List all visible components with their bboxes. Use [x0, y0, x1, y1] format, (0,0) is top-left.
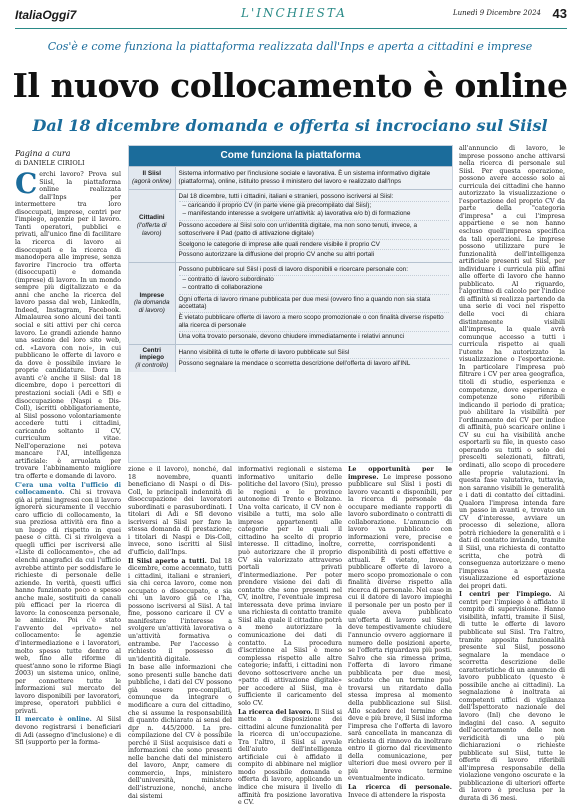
- column-5: [459, 145, 565, 803]
- issue-date: Lunedì 9 Dicembre 2024: [453, 9, 541, 17]
- column-4: [348, 466, 452, 799]
- dropcap: C: [15, 167, 38, 201]
- row-content: Possono pubblicare sul Siisl i posti di lavoro disponibili e ricercare personale con: – contratto di lavoro subordinato – contratto di collaborazione Ogni offerta di lavoro rimane pubblicata per due mesi (ovvero fino a quando non sia stata accettata) È vietato pubblicare offerte di lavoro a mero scopo promozionale o con finalità diverse rispetto alla ricerca di personale Una volta trovato personale, devono chiudere immediatamente i relativi annunci: [175, 263, 452, 344]
- row-label: Centri impiego (il controllo): [129, 344, 175, 372]
- row-content: Dal 18 dicembre, tutti i cittadini, italiani e stranieri, possono iscriversi al Siisl: – caricando il proprio CV (in parte viene già precompilato dal Siisl); – manifestando interesse a svolgere un'attività: a) lavorativa e/o b) di formazione Possono accedere al Siisl solo con un'identità digitale, ma non sono tenuti, invece, a sottoscrivere il Pad (patto di attivazione digitale) Scelgono le categorie di imprese alle quali rendere visibile il proprio CV Possono autorizzare la diffusione del proprio CV anche su altri portali: [175, 189, 452, 263]
- table-row: [129, 189, 452, 263]
- newspaper-logo: ItaliaOggi7: [15, 8, 77, 22]
- column-1: [15, 149, 121, 747]
- paragraph: C'era una volta l'ufficio di collocamento. Chi si trovava già ai primi ingressi con il lavoro ignorerà sicuramente il vecchio caro ufficio di collocamento, la sua preziosa attività era fino a un luogo di rispetto in quei paese o città. Ci si rivolgeva a quegli uffici per iscriversi alle «Liste di collocamento», che ad elenchi anagrafici da cui l'ufficio avrebbe attinto per soddisfare le richieste di personale delle aziende. In verità, questi uffici hanno funzionato poco e spesso anche male, sostituiti da canali più efficaci per la ricerca di lavoro: la conoscenza personale, le amicizie. Poi c'è stato l'avvento del «privato» nel collocamento: le agenzie d'intermediazione e i lavoratori, molto spesso tutte dentro al web, fino alle riforme di quest'anno sono le riforme Biagi 2003) un sistema unico, online, per connettere tutte le informazioni sul mercato del lavoro disponibili per lavoratori, imprese, operatori pubblici e privati.: [15, 481, 121, 715]
- header-rule: [15, 28, 567, 29]
- paragraph: informativi regionali e sistema informativo unitario delle politiche del lavoro (Siu), presso le regioni e le province autonome di Trento e Bolzano. Una volta caricato, il CV non è visibile a tutti, ma solo alle imprese appartenenti alle categorie per le quali il cittadino ha scelto di proprio interesse. Il cittadino, inoltre, può autorizzare che il proprio CV sia valorizzato attraverso portali privati d'intermediazione. Per poter prendere visione dei dati di contatto che sono presenti nel CV, inoltre, l'eventuale impresa interessata deve prima inviare una richiesta di contatto tramite Siisl alla quale il cittadino potrà a meno autorizzare la comunicazione dei dati di contatto. La procedura d'iscrizione al Siisl è meno complessa rispetto alle altre categorie; infatti, i cittadini non devono sottoscrivere anche un «patto di attivazione digitale» per accedere al Siisl, ma è sufficiente il caricamento del solo CV.: [238, 466, 342, 707]
- paragraph: all'annuncio di lavoro, le imprese possono anche attivarsi nella ricerca di personale sul Siisl. Per questa operazione, possono avere accesso solo ai curricula dei cittadini che hanno autorizzato la visualizzazione o l'esportazione del proprio CV da parte della "categoria d'impresa" a cui l'impresa appartiene e se non hanno escluso quell'impresa specifica da tali operazioni. Le imprese possono utilizzare pure le funzionalità dell'intelligenza artificiale presenti sul Siisl, per individuare i curricula più affini alle offerte di lavoro che hanno pubblicato. Al riguardo, l'algoritmo di calcolo per l'indice di affinità si realizza partendo da una serie di voci nel rispetto delle voci di chiara distintamente visibili all'impresa, la quale avrà comunque accesso a tutti i curricula rispetto ai quali l'utente ha autorizzato la visualizzazione o l'esportazione. In particolare l'impresa può filtrare i CV per area geografica, titoli di studio, esperienza e competenze, dove esperienza e competenze sono riferibili indicando il periodo di pratica; può abilitare la visibilità per l'ordinamento dei CV per indice di affinità, può scaricare online i CV su cui ha visibilità anche esportarli su file, in questo caso operando su tutti o solo dei prescelti selezionati, filtrati, ordinati, allo scopo di procedere alle proprie valutazioni. In questa fase valutativa, tuttavia, non saranno visibili le generalità e i dati di contatto dei cittadini. Qualora l'impresa intenda fare un passo in avanti e, trovato un CV d'interesse, avviare un processo di selezione, allora potrà richiedere la generalità e i dati di contatto inviando, tramite il Siisl, una richiesta di contatto scritta, che potrà di conseguenza autorizzare o meno l'impresa a questa visualizzazione ed esportazione dei propri dati.: [459, 145, 565, 590]
- table-row: [129, 344, 452, 372]
- paragraph: In base alle informazioni che sono presenti sulle banche dati pubbliche, i dati del CV possono già essere pre-compilati, comunque da integrare o modificare a cura del cittadino, che si assume la responsabilità di quanto dichiarato ai sensi del dpr n. 445/2000. La pre-compilazione del CV è possibile perché il Siisl acquisisce dati e informazioni che sono presenti nelle banche dati del ministero del lavoro, Anpr, camere di commercio, Inps, ministero dell'università, ministero dell'istruzione, nonché, anche dai sistemi: [128, 664, 232, 800]
- paragraph: Cerchi lavoro? Prova sul Siisl, la piattaforma online realizzata dall'Inps per intermettere tra loro disoccupati, imprese, centri per l'impiego, agenzie per il lavoro. Tanti operatori, pubblici e privati, all'unico fine di facilitare la ricerca di lavoro ai disoccupati e la ricerca di manodopera alle imprese, senza favorire l'incrocio tra offerta (disoccupati) e domanda (imprese) di lavoro. In un mondo sempre più digitalizzato e da anni che anche la ricerca del lavoro passa dal web, LinkedIn, Indeed, Instagram, Facebook. Almalaurea sono alcuni dei tanti social e siti attivi per chi cerca lavoro. Le grandi aziende hanno una sezione del loro sito web, cd. «Lavora con noi», in cui pubblicano le offerte di lavoro e da dove è possibile inviare le proprie candidature. Dora in avanti c'è anche il Siisl: dal 18 dicembre, dopo i percettori di prestazioni sociali (Adi e Sfl) e disoccupazione (Naspi e Dis-Coll), iscritti obbligatoriamente, al Siisl possono volontariamente accedere tutti i cittadini, caricando soltanto il CV, curriculum vitae. Nell'operazione nei poteva mancare l'AI, intelligenza artificiale: è arruolata per trovare l'abbinamento migliore tra offerte e domande di lavoro.: [15, 167, 121, 480]
- row-label: Cittadini (l'offerta di lavoro): [129, 189, 175, 263]
- paragraph: La ricerca del lavoro. Il Siisl si mette a disposizione dei cittadini alcune funzionalità per la ricerca di un'occupazione. Tra l'altro, il Siisl si avvale dell'aiuto dell'intelligenza artificiale cui è affidato il compito di abbinare nel miglior modo possibile domanda e offerta di lavoro, applicando un indice che misura il livello di affinità fra posizione lavorativa e CV.: [238, 708, 342, 807]
- paragraph: Il mercato è online. Al Siisl devono registrarsi i beneficiari di Adi (assegno d'inclusione) e di Sfl (supporto per la forma-: [15, 716, 121, 747]
- paragraph: I centri per l'impiego. Ai centri per l'impiego è affidato il compito di supervisione. Hanno visibilità, infatti, tramite il Siisl, di tutte le offerte di lavoro pubblicate sul Siisl. Tra l'altro, tramite apposita funzionalità presente sul Siisl, possono segnalare la mendace o scorretta descrizione delle caratteristiche di un annuncio di lavoro pubblicato (questo è possibile anche ai cittadini). La segnalazione è inoltrata ai competenti uffici di vigilanza dell'Ispettorato nazionale del lavoro (Inl) che devono le indagini del caso. A seguito dell'accertamento delle non veridicità di una o più dichiarazioni o richieste pubblicate sul Siisl, tutte le offerte di lavoro riferibili all'impresa responsabile della violazione vengono oscurate e la pubblicazione di ulteriori offerte di lavoro è preclusa per la durata di 36 mesi.: [459, 591, 565, 803]
- row-content: Sistema informativo per l'inclusione sociale e lavorativa. È un sistema informativo digitale (piattaforma), online, istituito presso il ministero del lavoro e realizzato dall'Inps: [175, 167, 452, 190]
- column-3: [238, 466, 342, 807]
- infobox-table: [129, 166, 452, 372]
- row-label: Il Siisl (agorà online): [129, 167, 175, 190]
- section-tag: L'INCHIESTA: [241, 6, 347, 20]
- paragraph: zione e il lavoro), nonché, dal 18 novembre, quanti beneficiano di Naspi o di Dis-Coll, le principali indennità di disoccupazione dei lavoratori subordinati e parasubordinati. I titolari di Adi e Sfl devono iscriversi al Siisl per fare la stessa domanda di prestazione; i titolari di Naspi e Dis-Coll, invece, sono iscritti al Siisl d'ufficio, dall'Inps.: [128, 466, 232, 557]
- row-label: Imprese (la domanda di lavoro): [129, 263, 175, 344]
- table-row: [129, 263, 452, 344]
- paragraph: Le opportunità per le imprese. Le imprese possono pubblicare sul Siisl i posti di lavoro vacanti e disponibili, per la ricerca di personale da occupare mediante rapporti di lavoro subordinato o contratti di collaborazione. L'annuncio di lavoro va pubblicato con informazioni vere, precise e corrette, corrispondenti a disponibilità di posti effettive e attuali. È vietato, invece, pubblicare offerte di lavoro a mero scopo promozionale o con finalità diverse rispetto alla ricerca di personale. Nel caso in cui il datore di lavoro impieghi il personale per un posto per il quale aveva pubblicato un'offerta di lavoro sul Siisl, deve tempestivamente chiudere l'annuncio ovvero aggiornare il numero delle posizioni aperte, se l'offerta riguardava più posti. Salvo che sia rimessa prima, l'offerta di lavoro rimane pubblicata per due mesi, scaduto che un termine può trovarsi un ritardato dalla stessa impresa al momento della pubblicazione sul Siisl. Allo scadere del termine che deve e più breve, il Siisl informa l'impresa che l'offerta di lavoro sarà cancellata in mancanza di richiesta di rinnovo da inoltrare entro il giorno dal ricevimento della comunicazione, per ulteriori due mesi ovvero per il più breve termine eventualmente indicato.: [348, 466, 452, 783]
- infobox-title: Come funziona la piattaforma: [129, 146, 452, 166]
- paragraph: La ricerca di personale. Invece di attendere la risposta: [348, 783, 452, 799]
- byline-author: di DANIELE CIRIOLI: [15, 158, 85, 167]
- infobox-how-it-works: [128, 145, 453, 463]
- article-kicker: Cos'è e come funziona la piattaforma realizzata dall'Inps e aperta a cittadini e imprese: [47, 40, 533, 53]
- row-content: Hanno visibilità di tutte le offerte di lavoro pubblicate sul Siisl Possono segnalare la mendace o scorretta descrizione dell'offerta di lavoro all'INL: [175, 344, 452, 372]
- column-2: [128, 466, 232, 800]
- article-title: Il nuovo collocamento è online: [12, 66, 568, 105]
- article-subtitle: Dal 18 dicembre domanda e offerta si incrociano sul Siisl: [32, 116, 548, 135]
- paragraph: Il Siisl aperto a tutti. Dal 18 dicembre, come accennato, tutti i cittadini, italiani e stranieri, sia chi cerca lavoro, come non occupato o disoccupato, e sia chi un lavoro già ce l'ha, possono iscriversi al Siisl. A tal fine, possono caricare il CV e manifestare l'interesse a svolgere un'attività lavorativa o un'attività formativa o entrambe. Per l'accesso è richiesto il possesso di un'identità digitale.: [128, 557, 232, 663]
- table-row: [129, 167, 452, 190]
- byline-prefix: Pagina a cura: [15, 149, 71, 158]
- page-number: 43: [552, 6, 567, 21]
